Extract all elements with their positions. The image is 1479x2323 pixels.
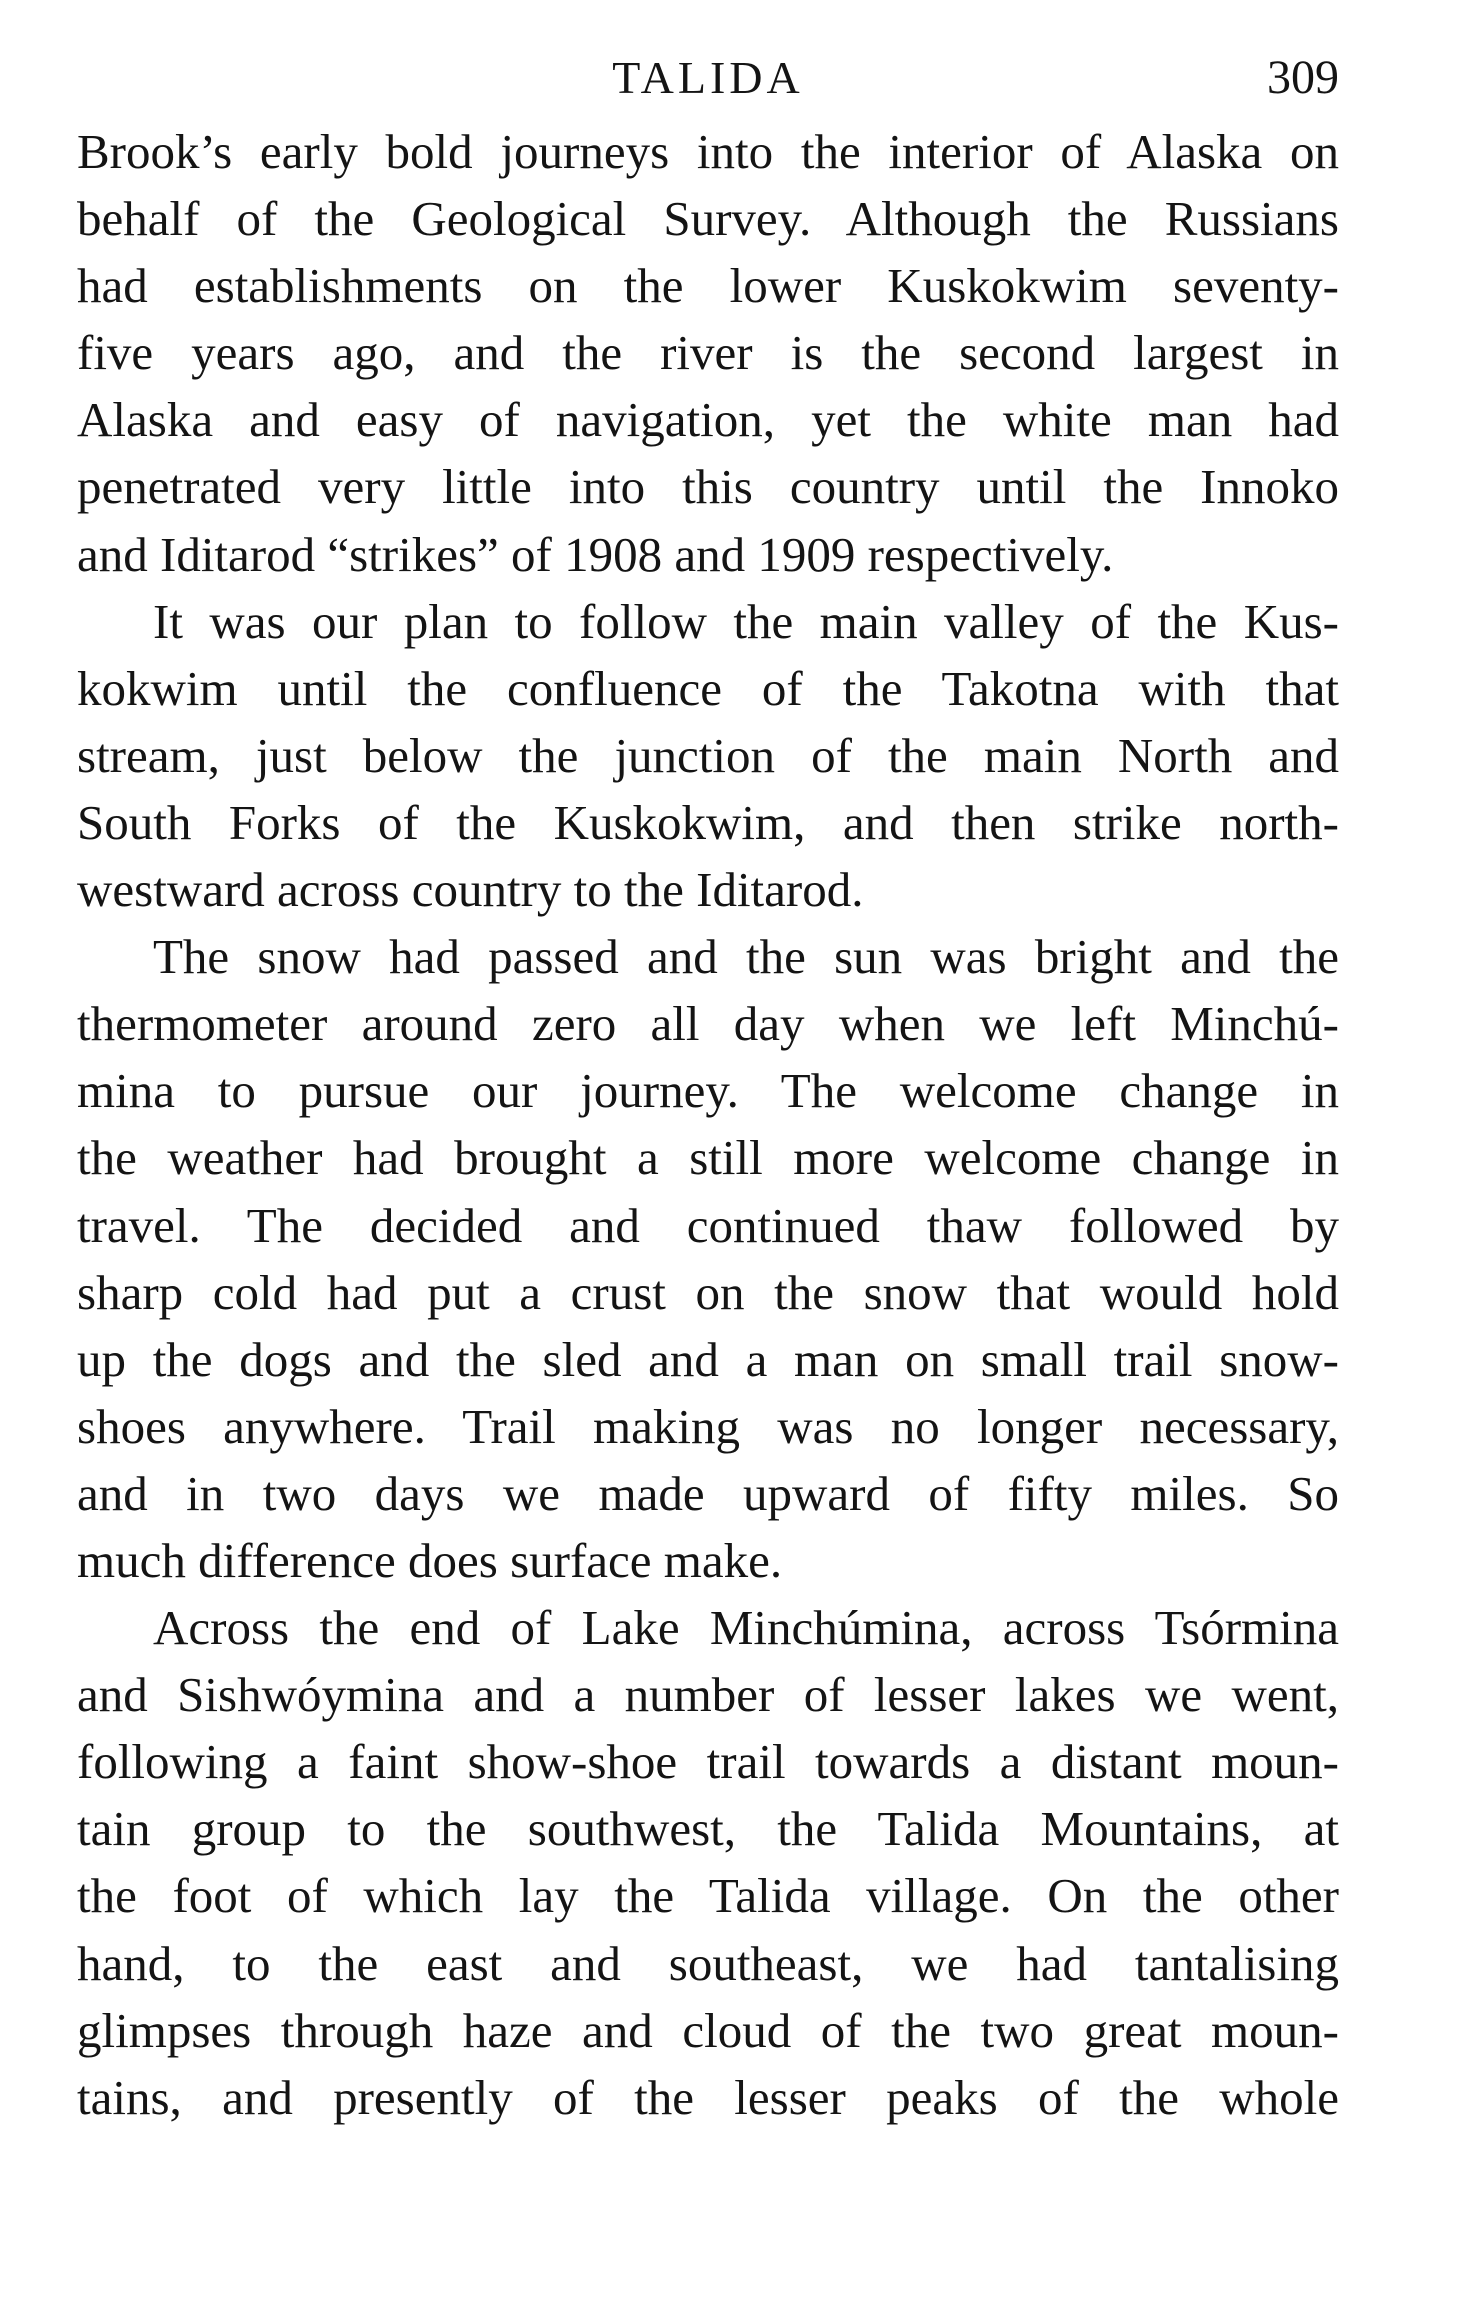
text-line: The snow had passed and the sun was bright and the xyxy=(153,929,1339,985)
text-line: tain group to the southwest, the Talida Mountains, at xyxy=(77,1801,1339,1857)
text-line: thermometer around zero all day when we left Minchú- xyxy=(77,996,1339,1052)
text-line: up the dogs and the sled and a man on small trail snow- xyxy=(77,1331,1339,1387)
text-line: the weather had brought a still more welcome change in xyxy=(77,1130,1339,1186)
text-line: South Forks of the Kuskokwim, and then strike north- xyxy=(77,794,1339,850)
text-line: and Iditarod “strikes” of 1908 and 1909 respectively. xyxy=(77,526,1114,582)
text-line: behalf of the Geological Survey. Although the Russians xyxy=(77,191,1339,247)
text-line: Across the end of Lake Minchúmina, across Tsórmina xyxy=(153,1600,1339,1656)
text-line: sharp cold had put a crust on the snow that would hold xyxy=(77,1264,1339,1320)
text-line: Brook’s early bold journeys into the interior of Alaska on xyxy=(77,124,1339,179)
text-line: and Sishwóymina and a number of lesser lakes we went, xyxy=(77,1667,1339,1723)
text-line: glimpses through haze and cloud of the two great moun- xyxy=(77,2002,1339,2058)
text-line: travel. The decided and continued thaw followed by xyxy=(77,1197,1339,1253)
text-line: penetrated very little into this country until the Innoko xyxy=(77,459,1339,515)
text-line: mina to pursue our journey. The welcome change in xyxy=(77,1063,1339,1119)
page-header xyxy=(77,38,1339,118)
text-line: had establishments on the lower Kuskokwim seventy- xyxy=(77,258,1339,314)
text-line: It was our plan to follow the main valley of the Kus- xyxy=(153,593,1339,649)
text-line: much difference does surface make. xyxy=(77,1532,783,1588)
text-line: and in two days we made upward of fifty miles. So xyxy=(77,1465,1339,1521)
text-line: westward across country to the Iditarod. xyxy=(77,862,864,918)
text-line: following a faint show-shoe trail towards a distant moun- xyxy=(77,1734,1339,1790)
text-line: stream, just below the junction of the main North and xyxy=(77,727,1339,783)
text-line: kokwim until the confluence of the Takotna with that xyxy=(77,660,1339,716)
page-number: 309 xyxy=(1267,51,1339,104)
running-title: TALIDA xyxy=(612,52,804,103)
text-line: shoes anywhere. Trail making was no longer necessary, xyxy=(77,1398,1339,1454)
text-line: Alaska and easy of navigation, yet the white man had xyxy=(77,392,1339,448)
text-line: tains, and presently of the lesser peaks of the whole xyxy=(77,2069,1339,2125)
text-line: five years ago, and the river is the second largest in xyxy=(77,325,1339,381)
text-line: the foot of which lay the Talida village. On the other xyxy=(77,1868,1339,1924)
text-line: hand, to the east and southeast, we had tantalising xyxy=(77,1935,1339,1991)
body-text xyxy=(77,118,1339,2131)
